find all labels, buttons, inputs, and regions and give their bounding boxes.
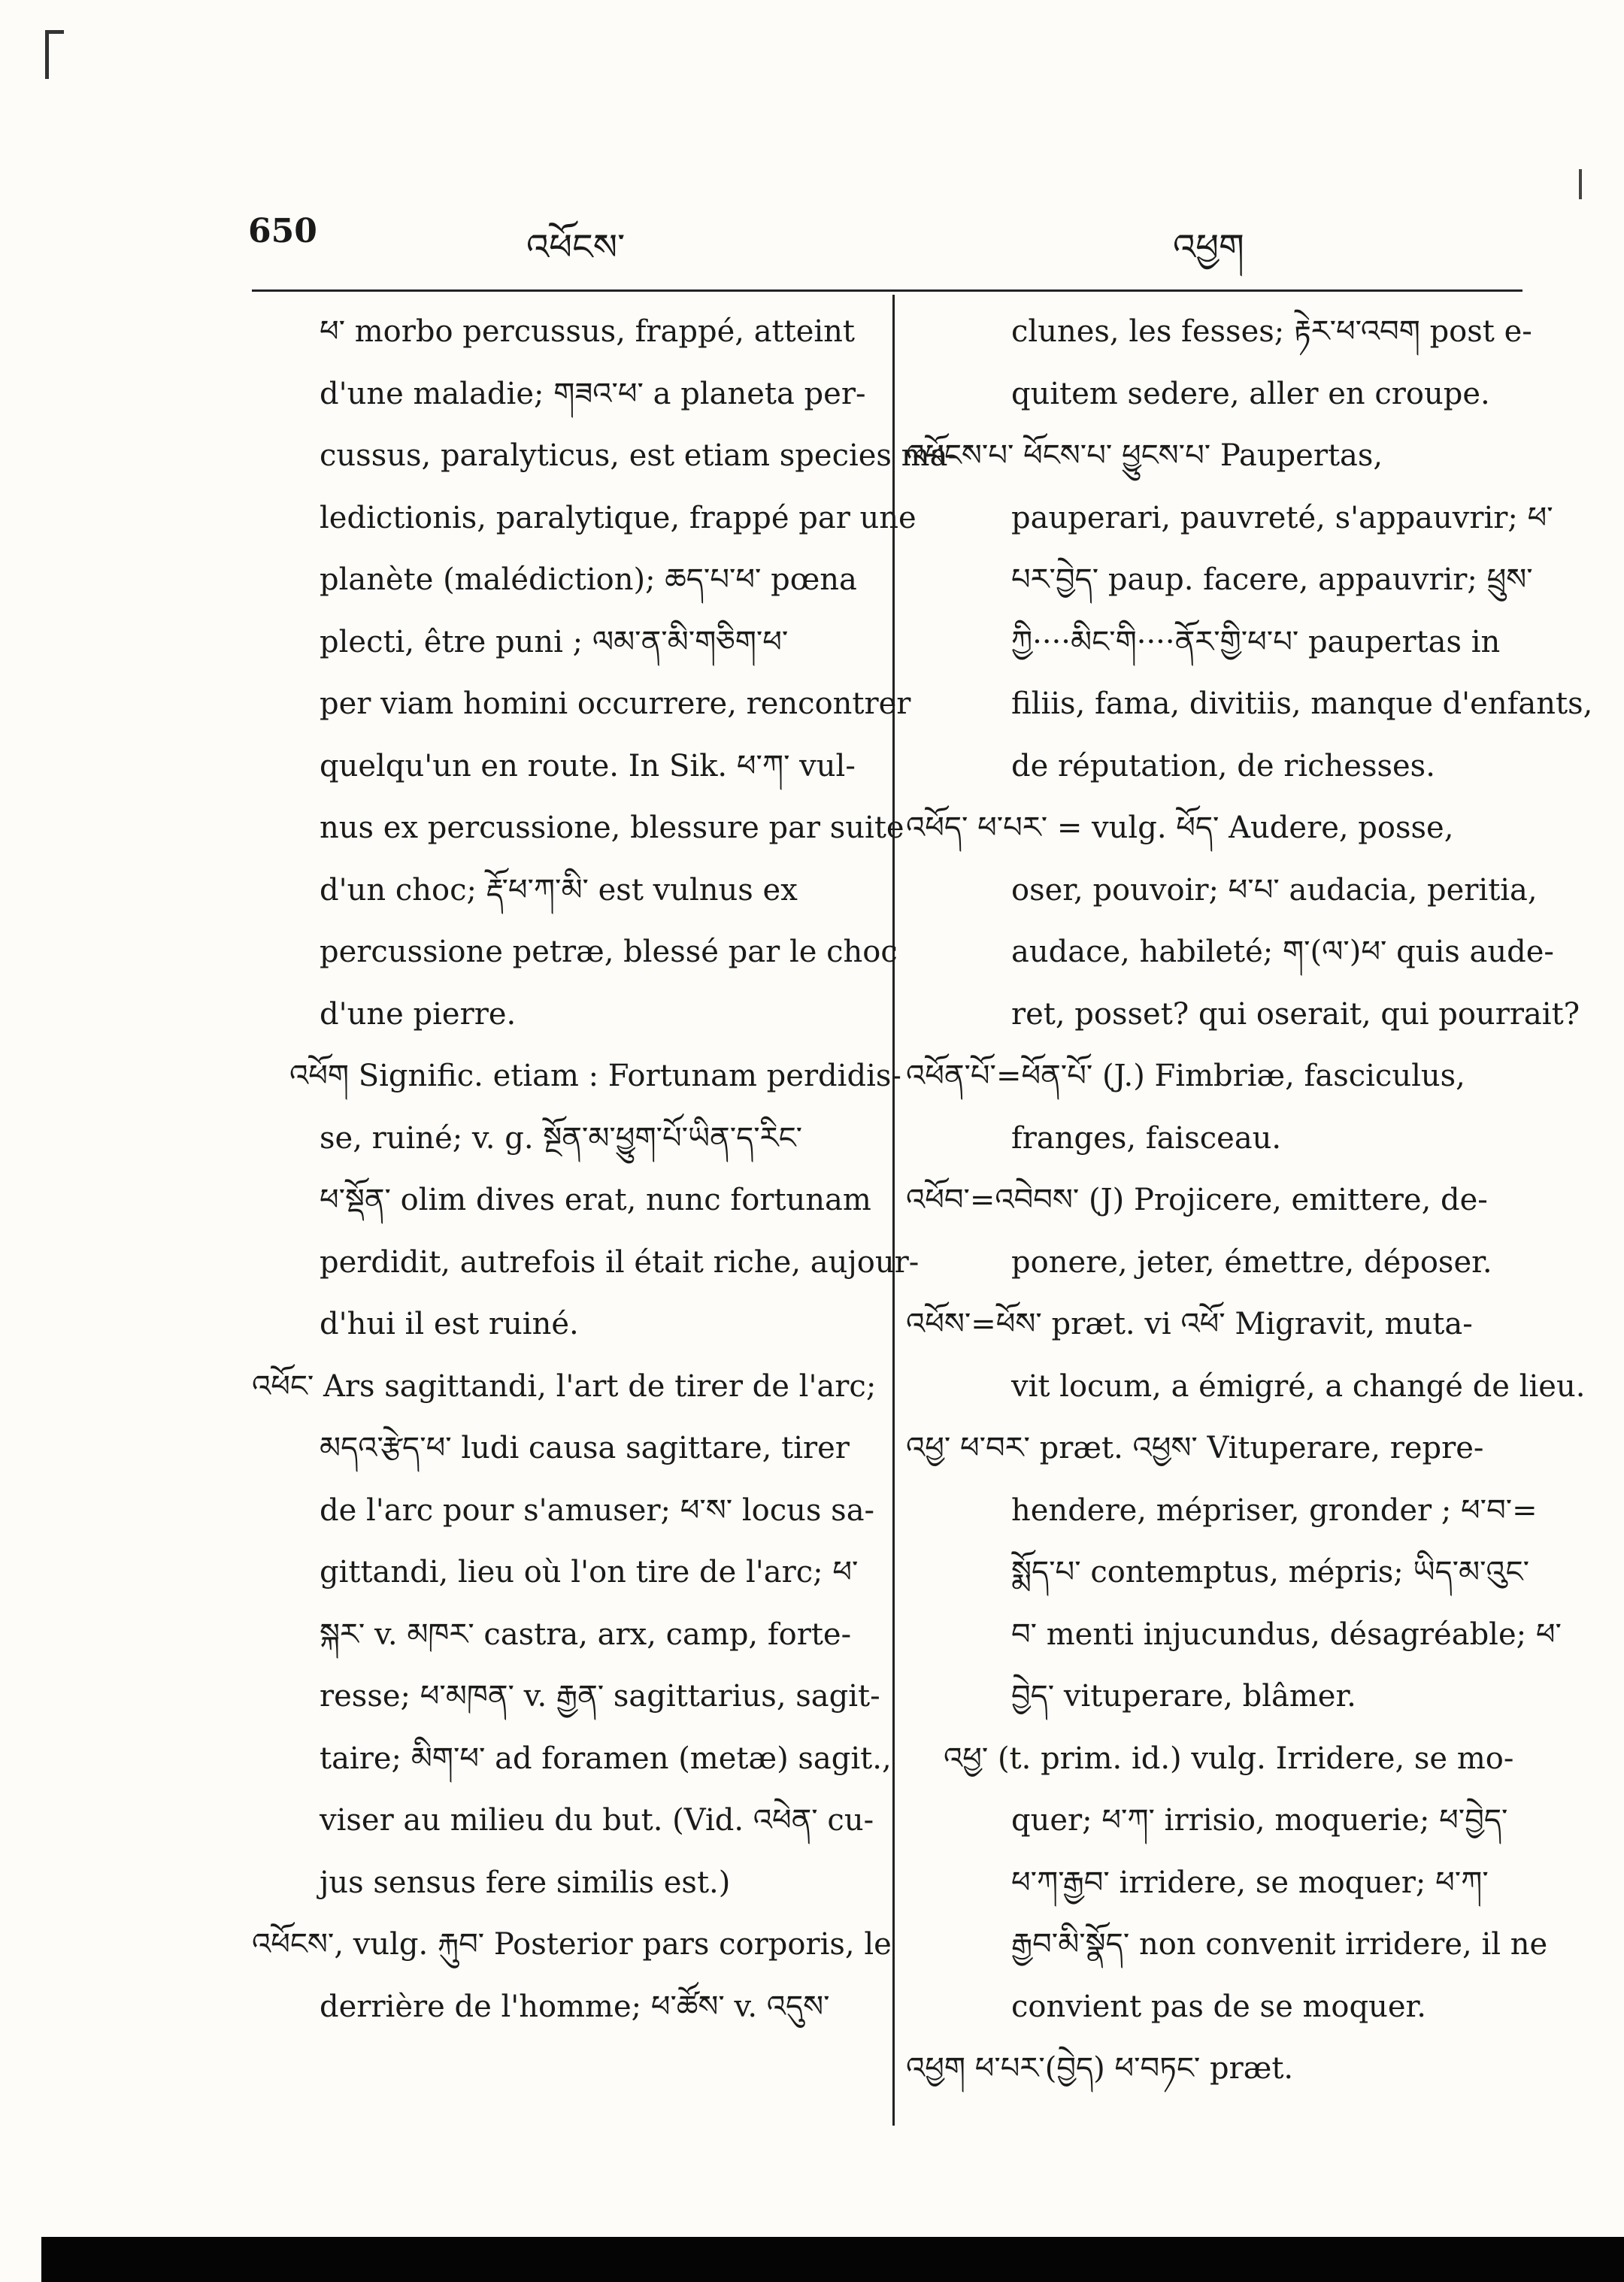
left-column-line: འཕོང་ Ars sagittandi, l'art de tirer de l'arc; [252, 1368, 877, 1404]
left-column-line: viser au milieu du but. (Vid. འཕེན་ cu- [320, 1803, 874, 1838]
left-column [252, 301, 958, 2038]
right-column [906, 301, 1593, 2100]
running-head-left: འཕོངས་ [526, 226, 626, 268]
left-column-line: taire; མིག་ཕ་ ad foramen (metæ) sagit., [320, 1741, 892, 1776]
right-column-line: clunes, les fesses; རྟེར་ཕ་འབག post e- [1011, 314, 1532, 349]
right-column-line: quer; ཕ་ཀ་ irrisio, moquerie; ཕ་བྱེད་ [1011, 1803, 1508, 1838]
corner-mark [45, 30, 64, 79]
right-column-line: བ་ menti injucundus, désagréable; ཕ་ [1011, 1617, 1562, 1652]
margin-tick [1579, 169, 1582, 199]
left-column-line: མདའ་རྩེད་ཕ་ ludi causa sagittare, tirer [320, 1431, 850, 1465]
right-column-line: filiis, fama, divitiis, manque d'enfants, [1011, 686, 1593, 721]
page-number: 650 [248, 212, 317, 250]
left-column-line: jus sensus fere similis est.) [320, 1865, 731, 1900]
left-column-line: nus ex percussione, blessure par suite [320, 811, 904, 845]
left-column-line: planète (malédiction); ཆད་པ་ཕ་ pœna [320, 562, 857, 597]
left-column-line: ཕ་སྡོན་ olim dives erat, nunc fortunam [320, 1183, 871, 1217]
right-column-line: ཕ་ཀ་རྒྱབ་ irridere, se moquer; ཕ་ཀ་ [1011, 1865, 1489, 1900]
left-column-line: resse; ཕ་མཁན་ v. རྒྱན་ sagittarius, sagit- [320, 1679, 880, 1714]
left-column-line: སྐར་ v. མཁར་ castra, arx, camp, forte- [320, 1617, 852, 1652]
left-column-line: per viam homini occurrere, rencontrer [320, 686, 911, 721]
right-column-line: འཕོད་ ཕ་པར་ = vulg. ཕོད་ Audere, posse, [906, 811, 1454, 845]
right-column-line: ponere, jeter, émettre, déposer. [1011, 1244, 1492, 1280]
running-head-right: འཕྱག [1173, 226, 1244, 268]
right-column-line: oser, pouvoir; ཕ་པ་ audacia, peritia, [1011, 872, 1538, 908]
right-column-line: རྒྱབ་མི་སྣོད་ non convenit irridere, il ne [1011, 1927, 1548, 1962]
left-column-line: se, ruiné; v. g. སྔོན་མ་ཕྱུག་པོ་ཡིན་ད་རིང་ [320, 1120, 803, 1156]
right-column-line: སྨོད་པ་ contemptus, mépris; ཡིད་མ་འུང་ [1011, 1555, 1529, 1590]
left-column-line: de l'arc pour s'amuser; ཕ་ས་ locus sa- [320, 1493, 875, 1528]
right-column-line: འཕོན་པོ་=ཕོན་པོ་ (J.) Fimbriæ, fasciculus, [906, 1059, 1465, 1093]
right-column-line: བྱེད་ vituperare, blâmer. [1011, 1679, 1356, 1714]
right-column-line: ཀྱི····མིང་གི····ནོར་གྱི་ཕ་པ་ paupertas in [1011, 624, 1501, 659]
left-column-line: འཕོག Signific. etiam : Fortunam perdidis- [289, 1059, 901, 1093]
left-column-line: ledictionis, paralytique, frappé par une [320, 500, 917, 535]
left-column-line: d'hui il est ruiné. [320, 1307, 579, 1341]
column-rule [892, 295, 895, 2126]
right-column-line: pauperari, pauvreté, s'appauvrir; ཕ་ [1011, 500, 1553, 535]
left-column-line: perdidit, autrefois il était riche, aujour- [320, 1244, 920, 1280]
right-column-line: འཕོངས་པ་ ཕོངས་པ་ ཕྱུངས་པ་ Paupertas, [906, 438, 1383, 473]
right-column-line: de réputation, de richesses. [1011, 748, 1435, 783]
left-column-line: d'une maladie; གཟའ་ཕ་ a planeta per- [320, 376, 866, 411]
right-column-line: འཕྱ་ ཕ་བར་ præt. འཕྱས་ Vituperare, repre- [906, 1431, 1484, 1465]
left-column-line: gittandi, lieu où l'on tire de l'arc; ཕ་ [320, 1555, 859, 1590]
right-column-line: འཕོབ་=འབེབས་ (J) Projicere, emittere, de- [906, 1183, 1488, 1217]
right-column-line: འཕྱག ཕ་པར་(བྱེད) ཕ་བཏང་ præt. [906, 2051, 1294, 2086]
right-column-line: quitem sedere, aller en croupe. [1011, 376, 1490, 411]
left-column-line: plecti, être puni ; ལམ་ན་མི་གཅིག་ཕ་ [320, 624, 789, 659]
left-column-line: quelqu'un en route. In Sik. ཕ་ཀ་ vul- [320, 748, 856, 783]
right-column-line: འཕོས་=ཕོས་ præt. vi འཕོ་ Migravit, muta- [906, 1307, 1473, 1341]
left-column-line: ཕ་ morbo percussus, frappé, atteint [320, 314, 856, 349]
right-column-line: hendere, mépriser, gronder ; ཕ་བ་= [1011, 1493, 1538, 1528]
left-column-line: derrière de l'homme; ཕ་ཚོས་ v. འདུས་ [320, 1989, 830, 2024]
left-column-line: d'un choc; རྡོ་ཕ་ཀ་མི་ est vulnus ex [320, 872, 798, 908]
right-column-line: འཕྱ་ (t. prim. id.) vulg. Irridere, se mo- [944, 1741, 1514, 1776]
right-column-line: vit locum, a émigré, a changé de lieu. [1011, 1368, 1586, 1404]
scan-edge-bar [41, 2237, 1624, 2282]
right-column-line: audace, habileté; ག་(ལ་)ཕ་ quis aude- [1011, 935, 1554, 969]
left-column-line: cussus, paralyticus, est etiam species ma- [320, 438, 958, 473]
header-rule [252, 289, 1522, 292]
left-column-line: d'une pierre. [320, 996, 517, 1032]
left-column-text [252, 301, 958, 2038]
right-column-line: convient pas de se moquer. [1011, 1989, 1426, 2024]
right-column-line: ret, posset? qui oserait, qui pourrait? [1011, 996, 1580, 1032]
right-column-text [906, 301, 1593, 2100]
left-column-line: percussione petræ, blessé par le choc [320, 935, 898, 969]
left-column-line: འཕོངས་, vulg. རྐུབ་ Posterior pars corporis, le [252, 1927, 892, 1962]
right-column-line: franges, faisceau. [1011, 1120, 1282, 1156]
right-column-line: པར་བྱེད་ paup. facere, appauvrir; ཕྲུས་ [1011, 562, 1533, 597]
